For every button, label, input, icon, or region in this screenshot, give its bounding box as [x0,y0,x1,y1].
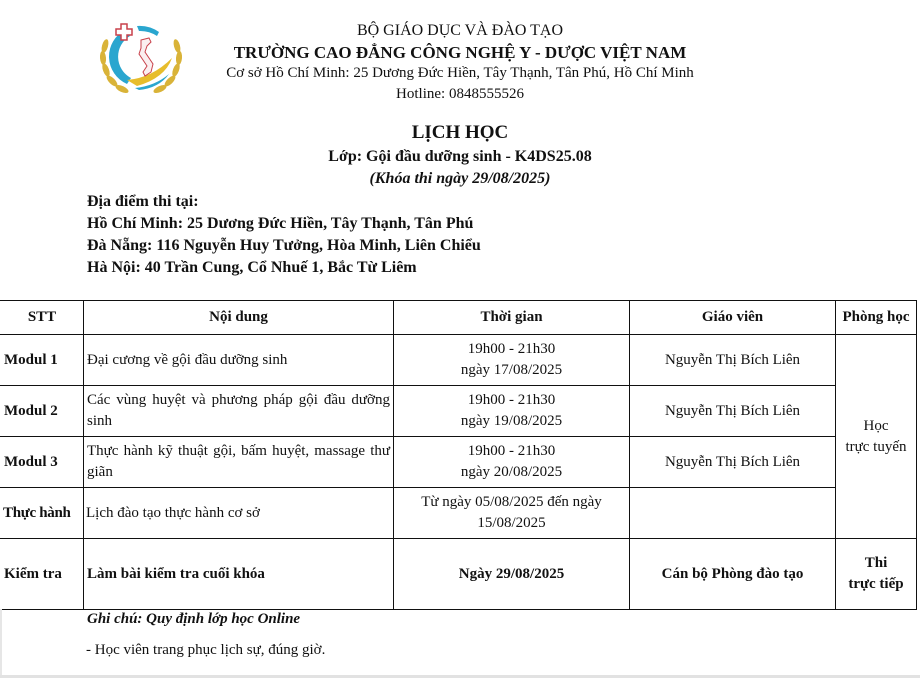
room-online-line2: trực tuyến [845,438,907,455]
row-time [394,335,630,386]
row-time: Ngày 29/08/2025 [394,539,630,610]
location-item: Hà Nội: 40 Trần Cung, Cổ Nhuế 1, Bắc Từ Liêm [87,259,417,276]
row-teacher [630,488,836,539]
row-stt: Modul 1 [0,335,84,386]
header-content: Nội dung [84,301,394,335]
table-row [0,386,917,437]
room-exam-line2: trực tiếp [848,576,904,592]
location-item: Đà Nẵng: 116 Nguyễn Huy Tưởng, Hòa Minh, Liên Chiểu [87,237,481,254]
table-header-row [0,301,917,335]
note-item: - Học viên trang phục lịch sự, đúng giờ. [86,642,326,658]
row-stt: Thực hành [0,488,84,539]
row-teacher: Cán bộ Phòng đào tạo [630,539,836,610]
frame-edge-left [0,609,2,678]
row-stt: Modul 3 [0,437,84,488]
header-stt: STT [0,301,84,335]
row-time [394,386,630,437]
table-row-exam [0,539,917,610]
schedule-table [0,300,917,610]
row-time-range-end: 15/08/2025 [477,515,546,531]
school-logo [97,18,185,98]
row-teacher: Nguyễn Thị Bích Liên [630,386,836,437]
exam-date: (Khóa thi ngày 29/08/2025) [369,170,551,187]
ministry-name: BỘ GIÁO DỤC VÀ ĐÀO TẠO [356,22,564,39]
row-content: Các vùng huyệt và phương pháp gội đầu dưỡng sinh [84,386,394,437]
row-time-date: ngày 17/08/2025 [460,362,563,378]
row-content: Làm bài kiểm tra cuối khóa [84,539,394,610]
row-time-range-start: Từ ngày 05/08/2025 đến ngày [421,494,602,510]
table-row [0,437,917,488]
locations-heading: Địa điểm thi tại: [87,193,199,210]
header-time: Thời gian [394,301,630,335]
table-row [0,488,917,539]
location-item: Hồ Chí Minh: 25 Dương Đức Hiền, Tây Thạnh, Tân Phú [87,215,474,232]
room-exam [836,539,917,610]
room-online [836,335,917,539]
row-teacher: Nguyễn Thị Bích Liên [630,335,836,386]
room-exam-line1: Thi [864,555,888,571]
row-time-date: ngày 19/08/2025 [460,413,563,429]
row-stt: Kiểm tra [0,539,84,610]
row-time [394,488,630,539]
page-title: LỊCH HỌC [411,122,509,143]
row-content: Đại cương về gội đầu dưỡng sinh [84,335,394,386]
row-time-hours: 19h00 - 21h30 [467,443,556,459]
row-time-date: ngày 20/08/2025 [460,464,563,480]
table-row [0,335,917,386]
row-teacher: Nguyễn Thị Bích Liên [630,437,836,488]
header-room: Phòng học [836,301,917,335]
note-heading: Ghi chú: Quy định lớp học Online [87,611,301,627]
campus-address: Cơ sở Hồ Chí Minh: 25 Dương Đức Hiền, Tây Thạnh, Tân Phú, Hồ Chí Minh [226,65,694,81]
class-name: Lớp: Gội đầu dưỡng sinh - K4DS25.08 [328,148,592,165]
row-time-hours: 19h00 - 21h30 [467,392,556,408]
room-online-line1: Học [863,417,889,434]
row-stt: Modul 2 [0,386,84,437]
row-content: Lịch đào tạo thực hành cơ sở [84,488,394,539]
header-teacher: Giáo viên [630,301,836,335]
row-time-hours: 19h00 - 21h30 [467,341,556,357]
hotline: Hotline: 0848555526 [396,86,524,102]
school-name: TRƯỜNG CAO ĐẲNG CÔNG NGHỆ Y - DƯỢC VIỆT NAM [233,43,687,62]
vietnam-map-icon [139,38,153,76]
row-time [394,437,630,488]
row-content: Thực hành kỹ thuật gội, bấm huyệt, massage thư giãn [84,437,394,488]
